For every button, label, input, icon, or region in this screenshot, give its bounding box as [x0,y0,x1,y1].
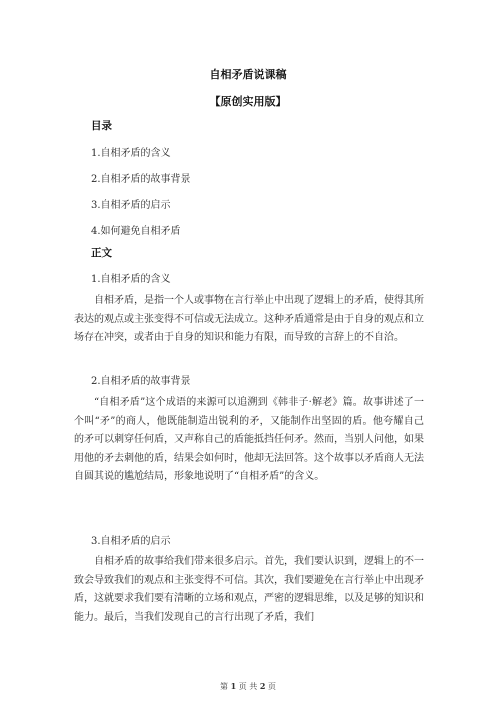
body-heading: 正文 [91,247,112,259]
toc-item: 3.自相矛盾的启示 [91,200,171,211]
toc-heading: 目录 [91,120,112,132]
footer-prefix: 第 [220,682,229,691]
section-paragraph: 自相矛盾，是指一个人或事物在言行举止中出现了逻辑上的矛盾，使得其所表达的观点或主张变得不可信或无法成立。这种矛盾通常是由于自身的观点和立场存在冲突，或者由于自身的知识和能力有限，而导致的言辞上的不自洽。 [74,295,424,344]
page-footer [0,681,496,692]
section-paragraph: 自相矛盾的故事给我们带来很多启示。首先，我们要认识到，逻辑上的不一致会导致我们的观点和主张变得不可信。其次，我们要避免在言行举止中出现矛盾，这就要求我们要有清晰的立场和观点，严密的逻辑思维，以及足够的知识和能力。最后，当我们发现自己的言行出现了矛盾，我们 [74,556,424,623]
section-heading: 2.自相矛盾的故事背景 [91,376,191,387]
footer-total-pages: 2 [259,681,266,691]
section-heading: 1.自相矛盾的含义 [91,274,171,285]
footer-suffix: 页 [267,682,276,691]
toc-item: 4.如何避免自相矛盾 [91,226,181,237]
document-title: 自相矛盾说课稿 [209,68,287,81]
toc-item: 1.自相矛盾的含义 [91,148,171,159]
footer-page-number: 1 [230,681,237,691]
footer-middle: 页 共 [238,682,258,691]
toc-item: 2.自相矛盾的故事背景 [91,174,191,185]
section-heading: 3.自相矛盾的启示 [91,536,171,547]
document-subtitle: 【原创实用版】 [209,95,287,108]
section-paragraph: “自相矛盾”这个成语的来源可以追溯到《韩非子·解老》篇。故事讲述了一个叫“矛”的商人，他既能制造出锐利的矛，又能制作出坚固的盾。他夸耀自己的矛可以刺穿任何盾，又声称自己的盾能抵挡任何矛。然而，当别人问他，如果用他的矛去刺他的盾，结果会如何时，他却无法回答。这个故事以矛盾商人无法自圆其说的尴尬结局，形象地说明了“自相矛盾”的含义。 [74,397,424,483]
